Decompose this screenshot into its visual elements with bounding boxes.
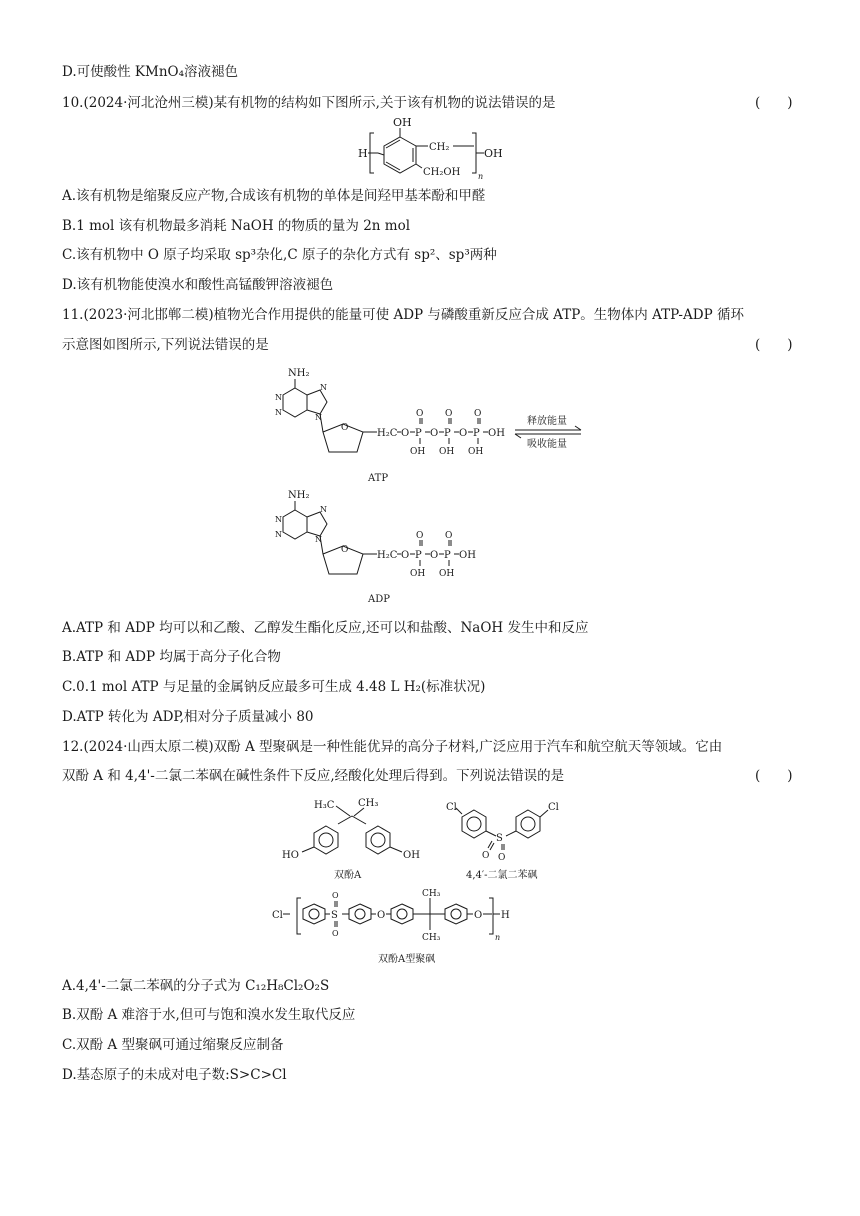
q10-stem: 10.(2024·河北沧州三模)某有机物的结构如下图所示,关于该有机物的说法错误的是	[62, 95, 556, 111]
svg-text:P: P	[444, 550, 451, 561]
svg-text:O: O	[498, 853, 506, 863]
bisphenol-a-structure	[282, 798, 420, 881]
svg-text:O: O	[401, 428, 410, 439]
svg-text:O: O	[416, 531, 424, 541]
q10-answer-paren: ( )	[755, 95, 793, 111]
svg-text:OH: OH	[439, 447, 455, 457]
svg-text:Cl: Cl	[548, 802, 559, 813]
q11-option-a: A.ATP 和 ADP 均可以和乙酸、乙醇发生酯化反应,还可以和盐酸、NaOH 发生中和反应	[62, 620, 589, 636]
svg-text:O: O	[445, 409, 453, 419]
q11-option-c: C.0.1 mol ATP 与足量的金属钠反应最多可生成 4.48 L H₂(标准状况)	[62, 679, 486, 695]
svg-text:O: O	[482, 851, 490, 861]
q11-option-d: D.ATP 转化为 ADP,相对分子质量减小 80	[62, 709, 314, 725]
svg-text:OH: OH	[488, 428, 505, 439]
q12-answer-paren: ( )	[755, 768, 793, 784]
q10-oh-top: OH	[393, 116, 412, 129]
svg-text:CH₃: CH₃	[422, 889, 441, 899]
svg-text:O: O	[459, 428, 468, 439]
q11-stem-line1: 11.(2023·河北邯郸二模)植物光合作用提供的能量可使 ADP 与磷酸重新反应合成 ATP。生物体内 ATP-ADP 循环	[62, 307, 744, 323]
svg-text:O: O	[416, 409, 424, 419]
svg-text:O: O	[474, 409, 482, 419]
absorb-energy-label: 吸收能量	[527, 439, 567, 450]
svg-text:HO: HO	[282, 850, 299, 861]
q10-h-left: H	[358, 147, 368, 160]
svg-text:S: S	[331, 910, 338, 921]
svg-text:O: O	[430, 428, 439, 439]
svg-text:OH: OH	[468, 447, 484, 457]
svg-text:OH: OH	[439, 569, 455, 579]
q12-stem-line2: 双酚 A 和 4,4'-二氯二苯砜在碱性条件下反应,经酸化处理后得到。下列说法错误的是	[62, 768, 565, 784]
svg-text:P: P	[444, 428, 451, 439]
q12-option-d: D.基态原子的未成对电子数:S>C>Cl	[62, 1067, 287, 1083]
adp-label: ADP	[368, 594, 390, 605]
dichlorodiphenyl-sulfone-structure	[446, 802, 559, 881]
svg-text:OH: OH	[410, 447, 426, 457]
svg-text:N: N	[315, 535, 322, 544]
svg-text:N: N	[275, 530, 282, 539]
svg-text:N: N	[315, 413, 322, 422]
svg-text:O: O	[377, 910, 386, 921]
svg-text:O: O	[474, 910, 483, 921]
svg-text:N: N	[320, 505, 327, 514]
svg-text:O: O	[341, 545, 349, 555]
svg-text:N: N	[320, 383, 327, 392]
svg-text:N: N	[275, 408, 282, 417]
q12-stem-line1: 12.(2024·山西太原二模)双酚 A 型聚砜是一种性能优异的高分子材料,广泛应用于汽车和航空航天等领域。它由	[62, 739, 723, 755]
atp-label: ATP	[368, 473, 389, 484]
svg-text:P: P	[415, 550, 422, 561]
svg-text:O: O	[401, 550, 410, 561]
adp-structure	[275, 490, 476, 605]
svg-text:O: O	[430, 550, 439, 561]
dcs-label: 4,4′-二氯二苯砜	[466, 870, 538, 881]
svg-text:OH: OH	[403, 850, 420, 861]
svg-text:O: O	[332, 929, 339, 938]
q12-structures-figure	[270, 792, 600, 968]
svg-text:O: O	[445, 531, 453, 541]
q12-option-c: C.双酚 A 型聚砜可通过缩聚反应制备	[62, 1037, 284, 1053]
svg-text:O: O	[332, 891, 339, 900]
polysulfone-label: 双酚A型聚砜	[378, 954, 436, 965]
q10-structure-figure	[350, 115, 520, 187]
svg-text:NH₂: NH₂	[288, 368, 310, 379]
bpa-label: 双酚A	[334, 870, 362, 881]
release-energy-label: 释放能量	[527, 416, 567, 427]
q11-atp-adp-figure	[265, 360, 595, 610]
reaction-arrows	[515, 414, 581, 450]
svg-text:P: P	[473, 428, 480, 439]
q11-stem-line2: 示意图如图所示,下列说法错误的是	[62, 337, 269, 353]
q10-ch2: CH₂	[429, 142, 450, 153]
svg-text:N: N	[275, 515, 282, 524]
svg-text:S: S	[496, 833, 503, 844]
q12-option-a: A.4,4'-二氯二苯砜的分子式为 C₁₂H₈Cl₂O₂S	[62, 978, 330, 994]
q10-oh-right: OH	[484, 147, 503, 160]
q11-answer-paren: ( )	[755, 337, 793, 353]
svg-text:CH₃: CH₃	[358, 798, 379, 809]
svg-text:H₂C: H₂C	[377, 428, 398, 439]
q10-option-c: C.该有机物中 O 原子均采取 sp³杂化,C 原子的杂化方式有 sp²、sp³两种	[62, 247, 497, 263]
svg-text:H₃C: H₃C	[314, 800, 335, 811]
svg-text:Cl: Cl	[446, 802, 457, 813]
svg-text:O: O	[341, 423, 349, 433]
atp-structure	[275, 368, 505, 484]
q9-option-d: D.可使酸性 KMnO₄溶液褪色	[62, 64, 239, 80]
q10-option-d: D.该有机物能使溴水和酸性高锰酸钾溶液褪色	[62, 277, 334, 293]
polysulfone-structure	[272, 889, 510, 965]
svg-text:H₂C: H₂C	[377, 550, 398, 561]
q10-n: n	[478, 172, 484, 181]
q10-option-a: A.该有机物是缩聚反应产物,合成该有机物的单体是间羟甲基苯酚和甲醛	[62, 188, 486, 204]
q11-option-b: B.ATP 和 ADP 均属于高分子化合物	[62, 649, 281, 665]
svg-text:P: P	[415, 428, 422, 439]
svg-text:CH₃: CH₃	[422, 933, 441, 943]
svg-text:n: n	[495, 933, 501, 942]
svg-text:H: H	[501, 910, 510, 921]
svg-text:OH: OH	[410, 569, 426, 579]
svg-text:OH: OH	[459, 550, 476, 561]
q10-ch2oh: CH₂OH	[423, 167, 461, 178]
q12-option-b: B.双酚 A 难溶于水,但可与饱和溴水发生取代反应	[62, 1007, 356, 1023]
svg-text:NH₂: NH₂	[288, 490, 310, 501]
svg-text:Cl: Cl	[272, 910, 283, 921]
q10-option-b: B.1 mol 该有机物最多消耗 NaOH 的物质的量为 2n mol	[62, 218, 411, 234]
svg-text:N: N	[275, 393, 282, 402]
